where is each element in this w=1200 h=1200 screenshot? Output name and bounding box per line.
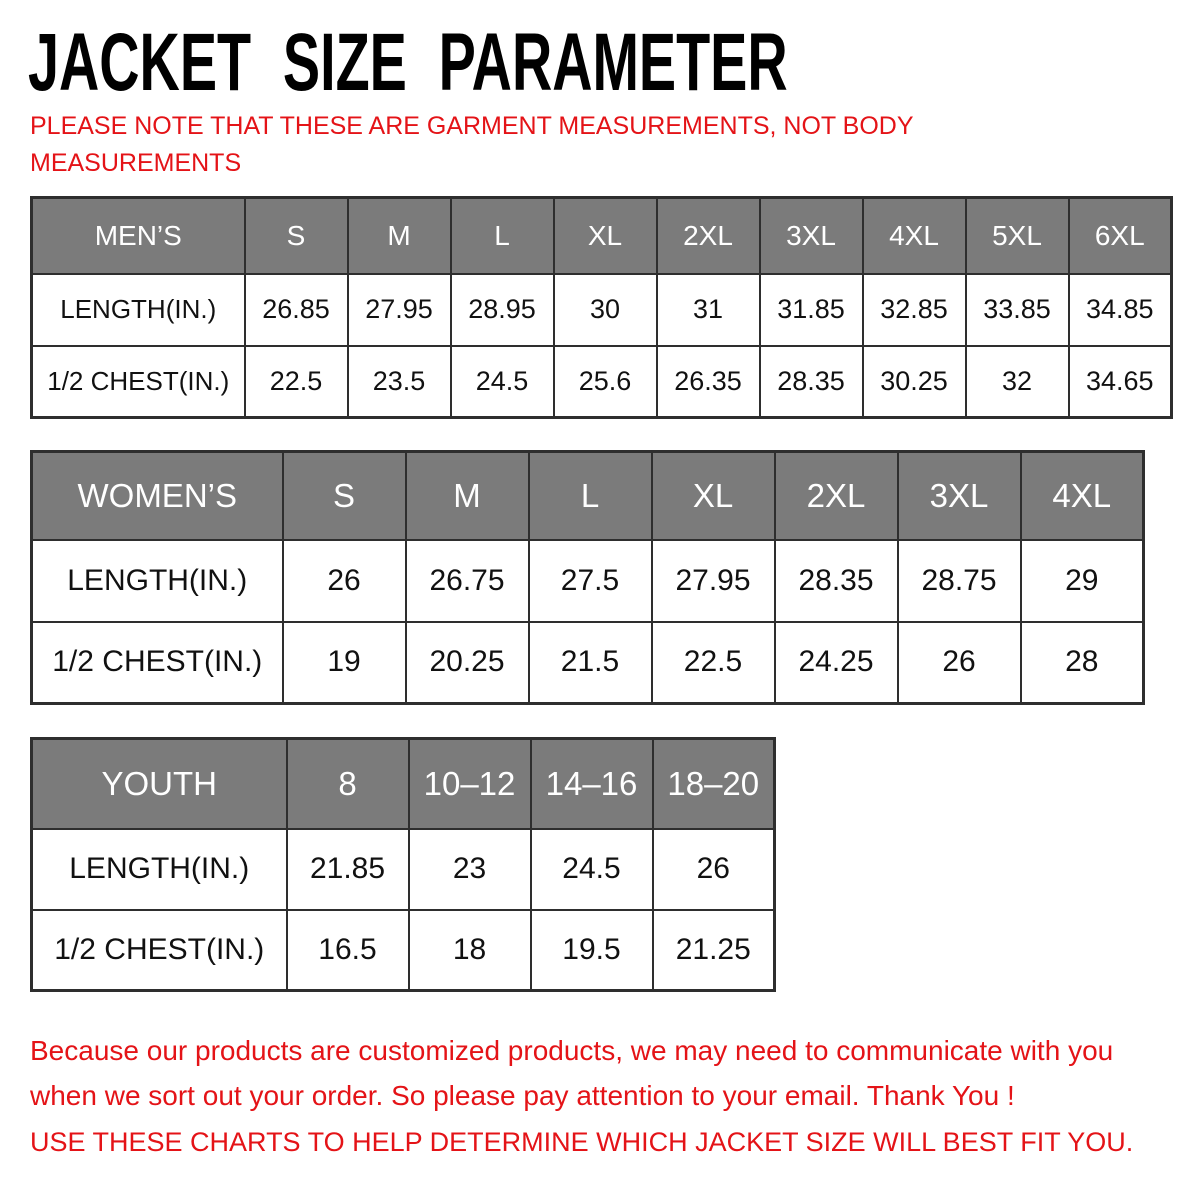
mens-value-cell: 25.6 [554,346,657,418]
youth-size-table [30,737,776,992]
womens-value-cell: 27.5 [529,540,652,622]
mens-value-cell: 34.65 [1069,346,1172,418]
mens-value-cell: 31 [657,274,760,346]
mens-value-cell: 31.85 [760,274,863,346]
mens-value-cell: 30 [554,274,657,346]
mens-value-cell: 24.5 [451,346,554,418]
youth-value-cell: 24.5 [531,829,653,910]
womens-size-header: 4XL [1021,452,1144,540]
womens-value-cell: 28 [1021,622,1144,704]
youth-value-cell: 21.25 [653,910,775,991]
womens-group-label: WOMEN’S [32,452,283,540]
mens-value-cell: 26.85 [245,274,348,346]
youth-row-label: LENGTH(IN.) [32,829,287,910]
womens-value-cell: 29 [1021,540,1144,622]
mens-size-header: 5XL [966,198,1069,274]
womens-value-cell: 20.25 [406,622,529,704]
womens-value-cell: 19 [283,622,406,704]
womens-size-header: M [406,452,529,540]
mens-value-cell: 30.25 [863,346,966,418]
youth-header-row [32,739,775,829]
youth-value-cell: 18 [409,910,531,991]
mens-data-row [32,274,1172,346]
womens-value-cell: 26 [283,540,406,622]
youth-data-row [32,910,775,991]
womens-value-cell: 26.75 [406,540,529,622]
footer-note-line-1: Because our products are customized products, we may need to communicate with you [30,1035,1114,1066]
mens-size-header: 3XL [760,198,863,274]
customized-products-note [30,1028,1180,1118]
mens-value-cell: 32 [966,346,1069,418]
garment-measurement-note [30,108,914,182]
youth-value-cell: 16.5 [287,910,409,991]
mens-value-cell: 28.95 [451,274,554,346]
mens-group-label: MEN’S [32,198,245,274]
womens-size-header: 3XL [898,452,1021,540]
mens-data-row [32,346,1172,418]
womens-value-cell: 22.5 [652,622,775,704]
mens-value-cell: 32.85 [863,274,966,346]
youth-value-cell: 19.5 [531,910,653,991]
womens-row-label: LENGTH(IN.) [32,540,283,622]
youth-size-header: 14–16 [531,739,653,829]
mens-table [30,196,1173,419]
youth-row-label: 1/2 CHEST(IN.) [32,910,287,991]
womens-row-label: 1/2 CHEST(IN.) [32,622,283,704]
mens-size-header: XL [554,198,657,274]
womens-size-header: L [529,452,652,540]
page-title: JACKET SIZE PARAMETER [28,17,788,108]
womens-data-row [32,622,1144,704]
womens-value-cell: 28.35 [775,540,898,622]
womens-size-header: XL [652,452,775,540]
mens-value-cell: 33.85 [966,274,1069,346]
mens-size-header: 6XL [1069,198,1172,274]
mens-value-cell: 27.95 [348,274,451,346]
mens-row-label: LENGTH(IN.) [32,274,245,346]
mens-size-header: 2XL [657,198,760,274]
womens-value-cell: 28.75 [898,540,1021,622]
youth-value-cell: 21.85 [287,829,409,910]
womens-size-header: 2XL [775,452,898,540]
mens-value-cell: 23.5 [348,346,451,418]
mens-value-cell: 22.5 [245,346,348,418]
mens-value-cell: 34.85 [1069,274,1172,346]
womens-table [30,450,1145,705]
youth-size-header: 18–20 [653,739,775,829]
womens-value-cell: 24.25 [775,622,898,704]
note-line-2: MEASUREMENTS [30,149,242,177]
womens-value-cell: 26 [898,622,1021,704]
mens-value-cell: 28.35 [760,346,863,418]
womens-value-cell: 27.95 [652,540,775,622]
womens-size-header: S [283,452,406,540]
youth-group-label: YOUTH [32,739,287,829]
mens-header-row [32,198,1172,274]
footer-note-line-2: when we sort out your order. So please pay attention to your email. Thank You ! [30,1080,1015,1111]
womens-value-cell: 21.5 [529,622,652,704]
womens-size-table [30,450,1145,705]
mens-value-cell: 26.35 [657,346,760,418]
youth-table [30,737,776,992]
mens-size-header: L [451,198,554,274]
youth-size-header: 10–12 [409,739,531,829]
youth-value-cell: 26 [653,829,775,910]
mens-size-table [30,196,1173,419]
youth-data-row [32,829,775,910]
mens-size-header: M [348,198,451,274]
mens-row-label: 1/2 CHEST(IN.) [32,346,245,418]
mens-size-header: S [245,198,348,274]
fit-advice-note: USE THESE CHARTS TO HELP DETERMINE WHICH JACKET SIZE WILL BEST FIT YOU. [30,1127,1134,1157]
youth-value-cell: 23 [409,829,531,910]
mens-size-header: 4XL [863,198,966,274]
womens-header-row [32,452,1144,540]
note-line-1: PLEASE NOTE THAT THESE ARE GARMENT MEASUREMENTS, NOT BODY [30,112,914,140]
youth-size-header: 8 [287,739,409,829]
womens-data-row [32,540,1144,622]
